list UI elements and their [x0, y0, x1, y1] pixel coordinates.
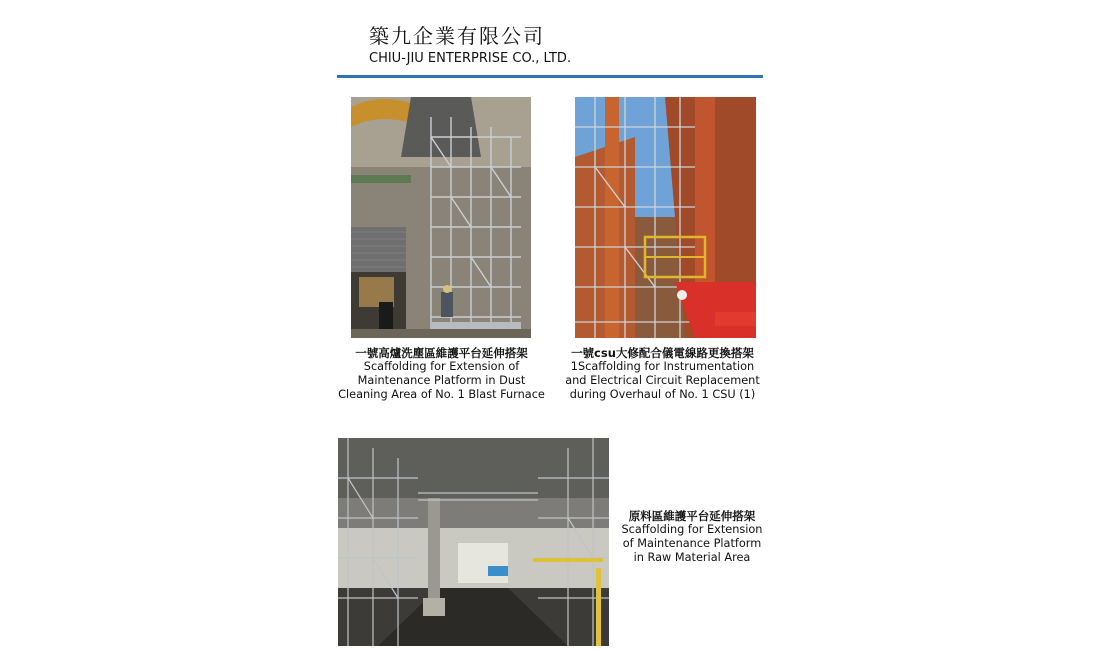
caption-1 — [334, 346, 549, 402]
company-name-zh: 築九企業有限公司 — [369, 24, 545, 48]
caption-2-en: 1Scaffolding for Instrumentation and Electrical Circuit Replacement during Overhaul of No. 1 CSU (1) — [565, 360, 760, 401]
caption-3-zh: 原料區維護平台延伸搭架 — [628, 509, 756, 523]
photo-raw-material-scaffolding — [338, 438, 609, 646]
photo-csu-scaffolding — [575, 97, 756, 338]
caption-3 — [618, 509, 766, 565]
photo-blast-furnace-scaffolding — [351, 97, 531, 338]
caption-3-en: Scaffolding for Extension of Maintenance Platform in Raw Material Area — [621, 523, 763, 564]
caption-1-zh: 一號高爐洗塵區維護平台延伸搭架 — [355, 346, 528, 360]
caption-2 — [565, 346, 760, 402]
caption-2-zh: 一號csu大修配合儀電線路更換搭架 — [571, 346, 754, 360]
company-name-en: CHIU-JIU ENTERPRISE CO., LTD. — [369, 51, 572, 66]
header-divider — [337, 75, 763, 78]
caption-1-en: Scaffolding for Extension of Maintenance Platform in Dust Cleaning Area of No. 1 Blast Furnace — [338, 360, 545, 401]
